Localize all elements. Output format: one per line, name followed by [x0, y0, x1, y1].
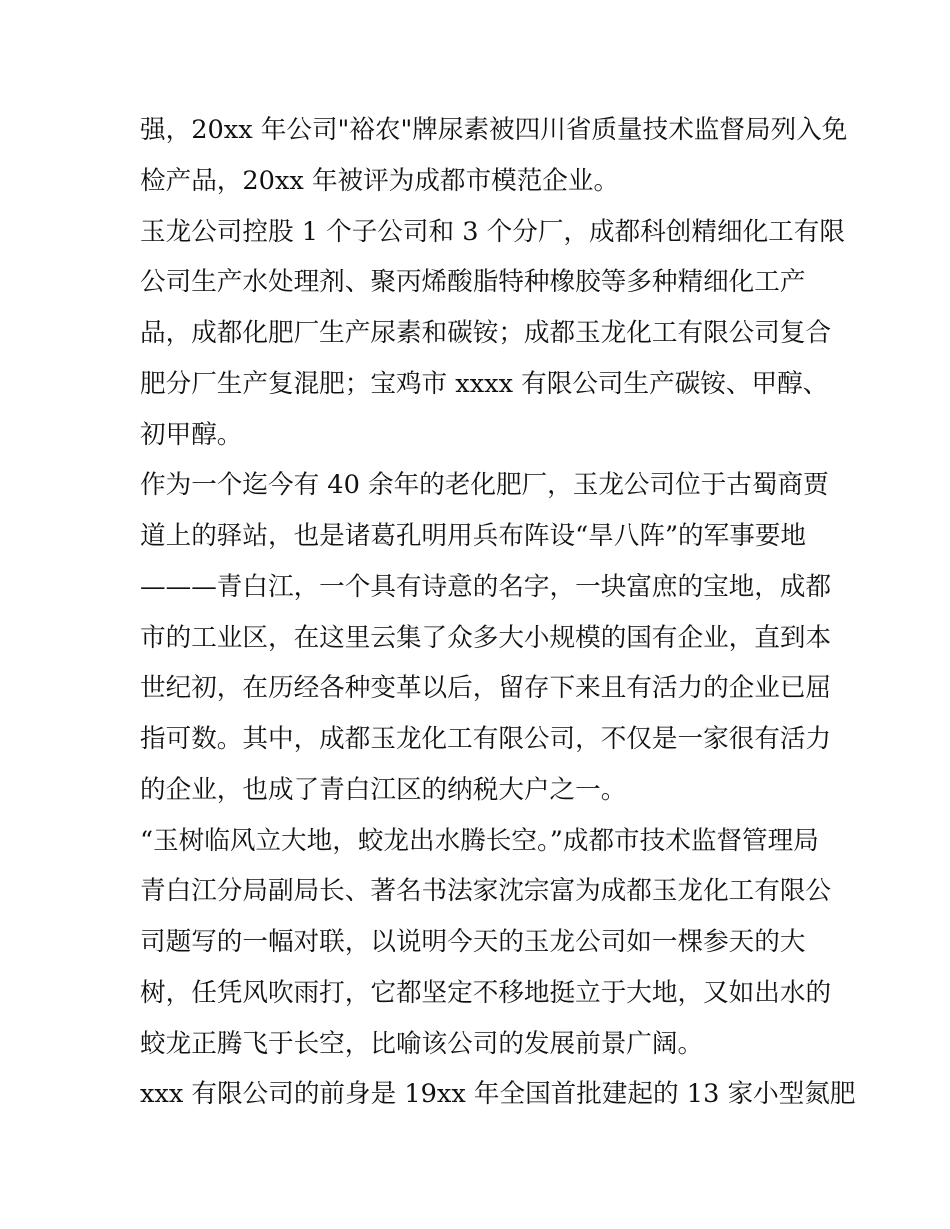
text-line: 公司生产水处理剂、聚丙烯酸脂特种橡胶等多种精细化工产	[140, 267, 806, 298]
paragraph	[140, 816, 840, 1070]
paragraph	[140, 460, 840, 815]
paragraph	[140, 207, 845, 461]
text-line: 作为一个迄今有 40 余年的老化肥厂，玉龙公司位于古蜀商贾	[140, 470, 829, 501]
text-line: 青白江分局副局长、著名书法家沈宗富为成都玉龙化工有限公	[140, 876, 832, 907]
paragraph	[140, 105, 848, 207]
text-line: xxx 有限公司的前身是 19xx 年全国首批建起的 13 家小型氮肥	[140, 1079, 856, 1110]
text-line: 司题写的一幅对联，以说明今天的玉龙公司如一棵参天的大	[140, 927, 806, 957]
text-line: 道上的驿站，也是诸葛孔明用兵布阵设“旱八阵”的军事要地	[140, 521, 807, 551]
text-line: 世纪初，在历经各种变革以后，留存下来且有活力的企业已屈	[140, 673, 832, 704]
text-line: “玉树临风立大地，蛟龙出水腾长空。”成都市技术监督管理局	[140, 825, 819, 856]
text-line: 肥分厂生产复混肥；宝鸡市 xxxx 有限公司生产碳铵、甲醇、	[140, 368, 829, 399]
text-line: 检产品，20xx 年被评为成都市模范企业。	[140, 165, 620, 196]
text-line: 蛟龙正腾飞于长空，比喻该公司的发展前景广阔。	[140, 1028, 704, 1059]
paragraph	[140, 1069, 856, 1120]
text-line: 树，任凭风吹雨打，它都坚定不移地挺立于大地，又如出水的	[140, 977, 832, 1008]
text-line: 玉龙公司控股 1 个子公司和 3 个分厂，成都科创精细化工有限	[140, 216, 845, 247]
text-line: 的企业，也成了青白江区的纳税大户之一。	[140, 774, 627, 805]
text-line: 初甲醇。	[140, 419, 243, 450]
text-line: 指可数。其中，成都玉龙化工有限公司，不仅是一家很有活力	[140, 724, 832, 754]
text-line: ———青白江，一个具有诗意的名字，一块富庶的宝地，成都	[140, 571, 832, 602]
text-line: 市的工业区，在这里云集了众多大小规模的国有企业，直到本	[140, 622, 832, 653]
text-line: 品，成都化肥厂生产尿素和碳铵；成都玉龙化工有限公司复合	[140, 318, 832, 348]
document-page	[140, 105, 856, 1120]
text-line: 强，20xx 年公司"裕农"牌尿素被四川省质量技术监督局列入免	[140, 115, 848, 145]
